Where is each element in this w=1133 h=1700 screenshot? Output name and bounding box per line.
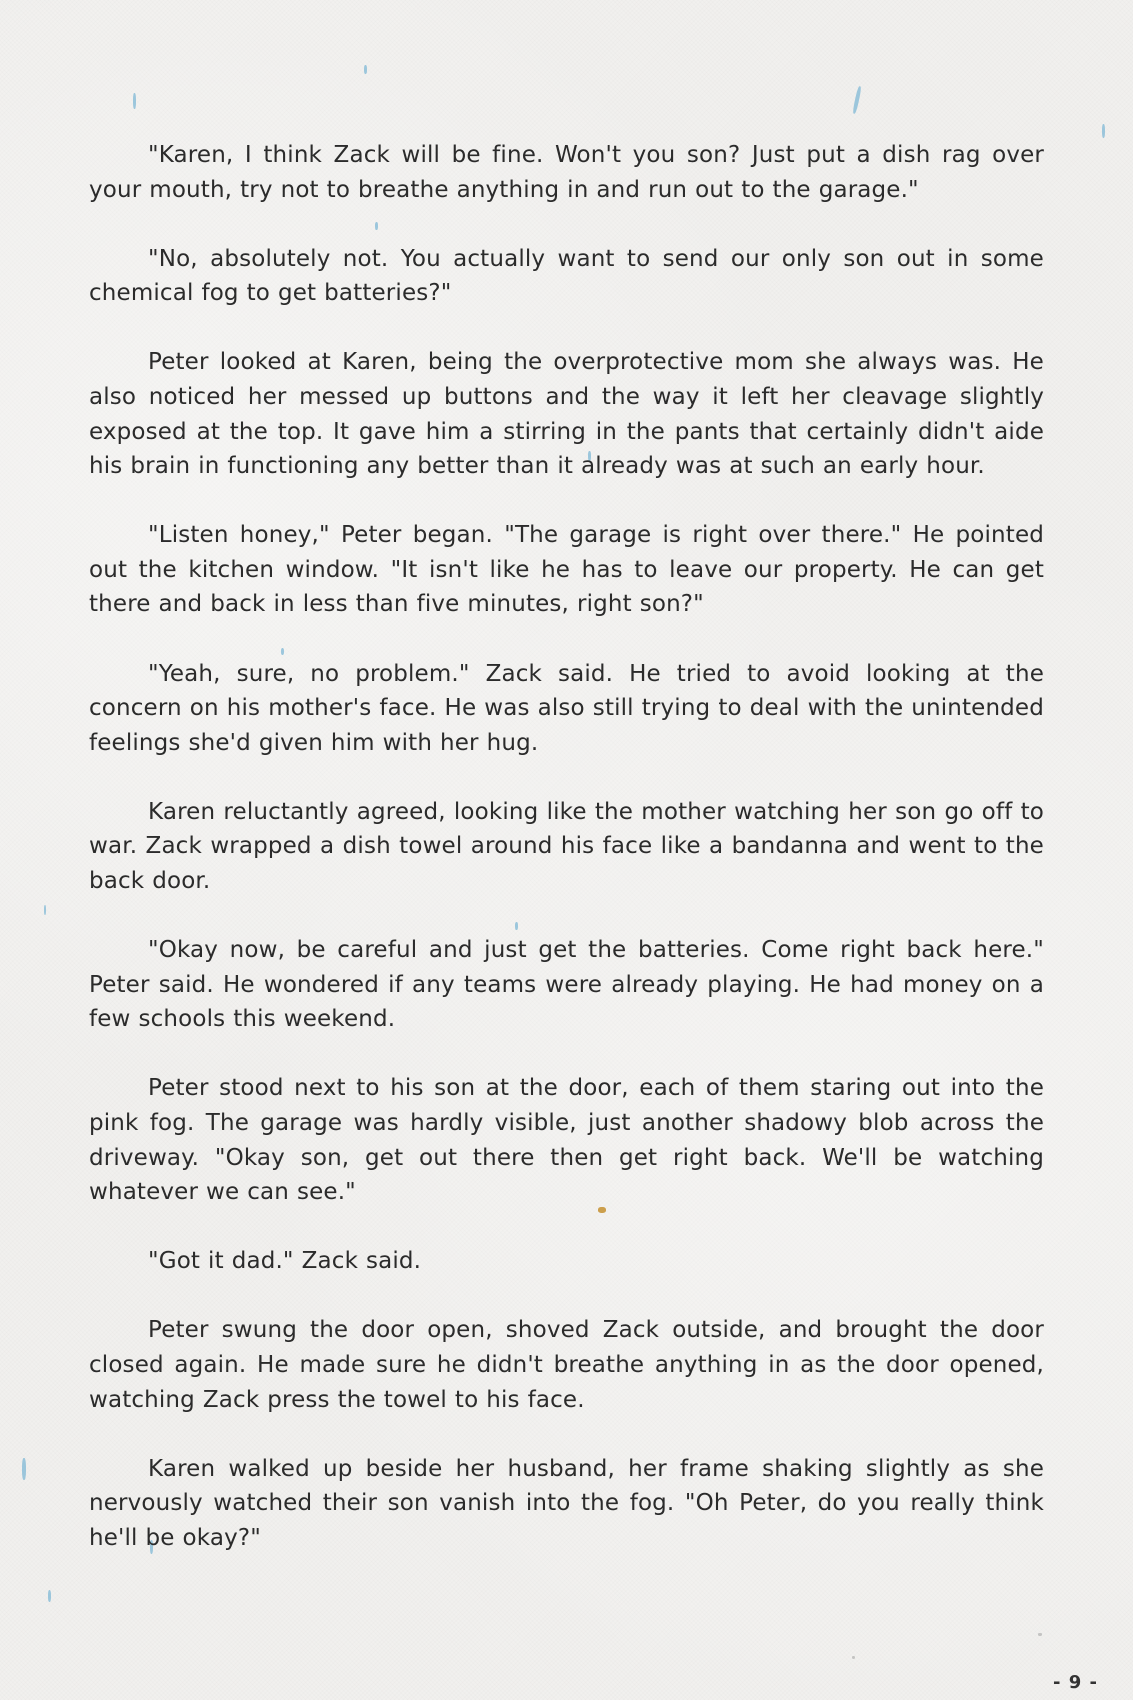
paragraph: "No, absolutely not. You actually want to send our only son out in some chemical fog to get batteries?" bbox=[89, 245, 1044, 307]
paragraph: Peter looked at Karen, being the overprotective mom she always was. He also noticed her messed up buttons and the way it left her cleavage slightly exposed at the top. It gave him a stirring in the pants that certainly didn't aide his brain in functioning any better than it already was at such an early hour. bbox=[89, 349, 1044, 480]
paper-speck bbox=[44, 905, 46, 915]
paragraph: Karen reluctantly agreed, looking like the mother watching her son go off to war. Zack wrapped a dish towel around his face like a bandanna and went to the back door. bbox=[89, 798, 1044, 894]
paragraph: "Listen honey," Peter began. "The garage is right over there." He pointed out the kitchen window. "It isn't like he has to leave our property. He can get there and back in less than five minutes, right son?" bbox=[89, 522, 1044, 618]
paper-speck bbox=[852, 86, 862, 114]
paper-speck bbox=[1038, 1633, 1042, 1636]
paper-speck bbox=[48, 1590, 51, 1602]
paragraph: "Yeah, sure, no problem." Zack said. He tried to avoid looking at the concern on his mother's face. He was also still trying to deal with the unintended feelings she'd given him with her hug. bbox=[89, 660, 1044, 756]
paper-speck bbox=[364, 65, 367, 74]
page-number: - 9 - bbox=[1053, 1672, 1098, 1693]
paper-speck bbox=[1102, 124, 1105, 138]
paragraph: Peter swung the door open, shoved Zack outside, and brought the door closed again. He made sure he didn't breathe anything in as the door opened, watching Zack press the towel to his face. bbox=[89, 1317, 1044, 1413]
paragraph: "Okay now, be careful and just get the batteries. Come right back here." Peter said. He wondered if any teams were already playing. He had money on a few schools this weekend. bbox=[89, 937, 1044, 1033]
paragraph: "Got it dad." Zack said. bbox=[148, 1248, 422, 1275]
document-body bbox=[89, 138, 1044, 1590]
paper-speck bbox=[852, 1656, 855, 1659]
paragraph: Karen walked up beside her husband, her frame shaking slightly as she nervously watched their son vanish into the fog. "Oh Peter, do you really think he'll be okay?" bbox=[89, 1455, 1044, 1551]
paper-speck bbox=[133, 93, 136, 109]
paragraph: Peter stood next to his son at the door, each of them staring out into the pink fog. The garage was hardly visible, just another shadowy blob across the driveway. "Okay son, get out there then get right back. We'll be watching whatever we can see." bbox=[89, 1075, 1044, 1206]
paper-speck bbox=[22, 1458, 26, 1480]
paragraph: "Karen, I think Zack will be fine. Won't you son? Just put a dish rag over your mouth, try not to breathe anything in and run out to the garage." bbox=[89, 142, 1044, 203]
